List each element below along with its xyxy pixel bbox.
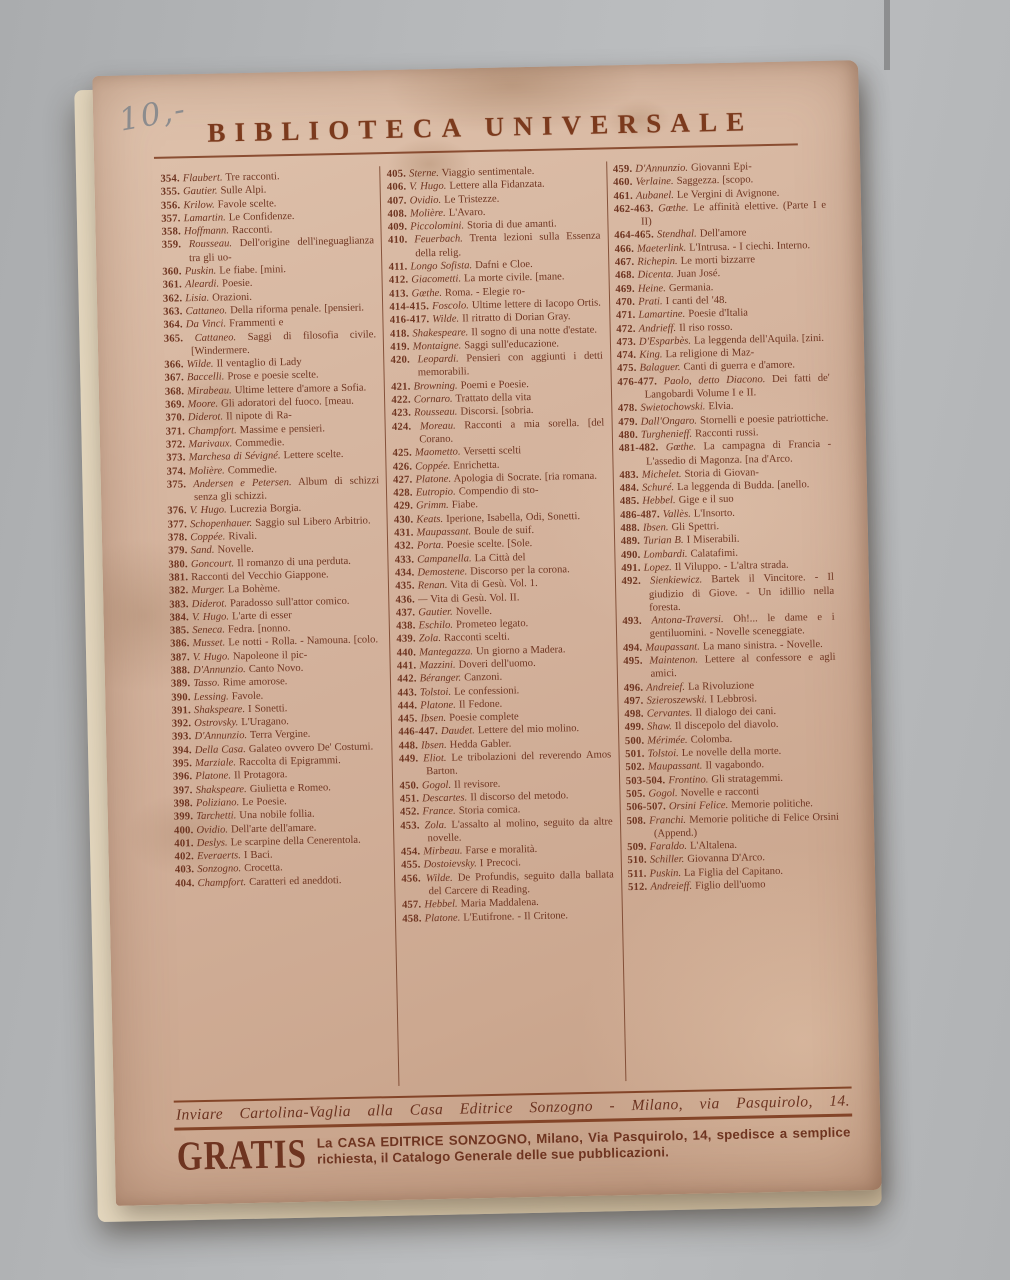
catalog-entry: 429. Grimm. Fiabe.: [393, 499, 479, 513]
catalog-entry: 402. Everaerts. I Baci.: [174, 849, 273, 863]
catalog-entry: 460. Verlaine. Saggezza. [scopo.: [613, 174, 754, 189]
catalog-entry: 378. Coppée. Rivali.: [167, 530, 258, 544]
catalog-entry: 494. Maupassant. La mano sinistra. - Novelle.: [622, 638, 823, 654]
catalog-entry: 499. Shaw. Il discepolo del diavolo.: [624, 719, 779, 734]
catalog-entry: 475. Balaguer. Canti di guerra e d'amore.: [617, 359, 796, 375]
catalog-entry: 411. Longo Sofista. Dafni e Cloe.: [388, 259, 533, 274]
catalog-entry: 453. Zola. L'assalto al molino, seguito da altre novelle.: [400, 815, 613, 845]
catalog-entry: 476-477. Paolo, detto Diacono. Dei fatti de' Langobardi Volume I e II.: [617, 372, 830, 401]
catalog-entry: 410. Feuerbach. Trenta lezioni sulla Essenza della relig.: [387, 231, 601, 260]
catalog-entry: 423. Rousseau. Discorsi. [sobria.: [391, 405, 534, 420]
catalog-entry: 370. Diderot. Il nipote di Ra-: [165, 410, 292, 425]
catalog-entry: 354. Flaubert. Tre racconti.: [160, 171, 280, 185]
catalog-entry: 400. Ovidio. Dell'arte dell'amare.: [173, 822, 317, 837]
catalog-entry: 448. Ibsen. Hedda Gabler.: [398, 738, 512, 752]
catalog-entry: 376. V. Hugo. Lucrezia Borgia.: [167, 503, 302, 518]
catalog-column-1: [154, 166, 399, 1091]
catalog-entry: 455. Dostoievsky. I Precoci.: [401, 857, 521, 872]
catalog-entry: 388. D'Annunzio. Canto Novo.: [170, 662, 304, 677]
catalog-entry: 421. Browning. Poemi e Poesie.: [391, 378, 529, 393]
catalog-entry: 377. Schopenhauer. Saggio sul Libero Arbitrio.: [167, 515, 371, 531]
catalog-entry: 510. Schiller. Giovanna D'Arco.: [627, 852, 766, 867]
catalog-entry: 403. Sonzogno. Crocetta.: [174, 862, 283, 877]
catalog-entry: 438. Eschilo. Prometeo legato.: [396, 618, 529, 632]
catalog-column-2: [380, 161, 626, 1086]
catalog-entry: 373. Marchesa di Sévigné. Lettere scelte.: [166, 449, 344, 464]
catalog-entry: 394. Della Casa. Galateo ovvero De' Costumi.: [172, 741, 374, 757]
catalog-entry: 459. D'Annunzio. Giovanni Epi-: [612, 161, 752, 176]
catalog-entry: 493. Antona-Traversi. Oh!... le dame e i gentiluomini. - Novelle sceneggiate.: [622, 611, 835, 640]
catalog-entry: 458. Platone. L'Eutifrone. - Il Critone.: [402, 909, 569, 925]
catalog-entry: 500. Mérimée. Colomba.: [624, 733, 733, 747]
catalog-entry: 407. Ovidio. Le Tristezze.: [387, 193, 500, 207]
catalog-entry: 467. Richepin. Le morti bizzarre: [614, 254, 756, 269]
footer: [174, 1086, 853, 1180]
gratis-text: La CASA EDITRICE SONZOGNO, Milano, Via Pasquirolo, 14, spedisce a semplice richiesta, il Catalogo Generale delle sue pubblicazioni.: [316, 1124, 851, 1167]
catalog-entry: 359. Rousseau. Dell'origine dell'ineguaglianza tra gli uo-: [161, 235, 375, 264]
catalog-entry: 379. Sand. Novelle.: [168, 544, 254, 557]
catalog-entry: 396. Platone. Il Protagora.: [172, 769, 288, 783]
catalog-columns: [154, 157, 851, 1091]
catalog-entry: 457. Hebbel. Maria Maddalena.: [401, 897, 539, 912]
catalog-entry: 413. Gœthe. Roma. - Elegie ro-: [389, 285, 526, 300]
catalog-entry: 512. Andreieff. Figlio dell'uomo: [627, 879, 766, 894]
catalog-entry: 395. Marziale. Raccolta di Epigrammi.: [172, 755, 341, 770]
catalog-entry: 425. Maometto. Versetti scelti: [392, 445, 522, 460]
catalog-entry: 471. Lamartine. Poesie d'Italia: [615, 307, 749, 322]
catalog-entry: 484. Schuré. La leggenda di Budda. [anello.: [619, 479, 810, 495]
catalog-entry: 451. Descartes. Il discorso del metodo.: [399, 790, 569, 805]
catalog-entry: 428. Eutropio. Compendio di sto-: [393, 485, 539, 500]
catalog-entry: 505. Gogol. Novelle e racconti: [625, 786, 760, 801]
catalog-entry: 408. Molière. L'Avaro.: [387, 206, 486, 220]
catalog-entry: 479. Dall'Ongaro. Stornelli e poesie patriottiche.: [618, 412, 829, 428]
catalog-entry: 503-504. Frontino. Gli stratagemmi.: [625, 772, 784, 787]
catalog-entry: 442. Béranger. Canzoni.: [397, 671, 503, 686]
catalog-entry: 362. Lisia. Orazioni.: [162, 291, 253, 305]
catalog-entry: 412. Giacometti. La morte civile. [mane.: [388, 271, 565, 287]
footer-mail-instruction: Inviare Cartolina-Vaglia alla Casa Editrice Sonzogno - Milano, via Pasquirolo, 14.: [175, 1092, 851, 1124]
catalog-entry: 468. Dicenta. Juan José.: [615, 268, 721, 282]
background-wall-mark: [884, 0, 890, 70]
catalog-entry: 369. Moore. Gli adoratori del fuoco. [meau.: [165, 395, 354, 411]
catalog-entry: 387. V. Hugo. Napoleone il pic-: [170, 649, 308, 664]
catalog-entry: 427. Platone. Apologia di Socrate. [ria romana.: [392, 470, 598, 486]
catalog-entry: 478. Swietochowski. Elvia.: [617, 401, 734, 415]
catalog-entry: 424. Moreau. Racconti a mia sorella. [del Corano.: [391, 417, 605, 446]
catalog-entry: 473. D'Esparbès. La leggenda dell'Aquila. [zini.: [616, 332, 825, 349]
catalog-column-3: [606, 157, 852, 1082]
catalog-entry: 380. Goncourt. Il romanzo di una perduta.: [168, 555, 351, 571]
page-title: BIBLIOTECA UNIVERSALE: [207, 106, 754, 148]
catalog-entry: 450. Gogol. Il revisore.: [399, 778, 501, 792]
catalog-entry: 485. Hebbel. Gige e il suo: [619, 494, 734, 508]
catalog-entry: 498. Cervantes. Il dialogo dei cani.: [624, 706, 777, 721]
catalog-entry: 371. Champfort. Massime e pensieri.: [165, 422, 326, 438]
catalog-entry: 426. Coppée. Enrichetta.: [392, 459, 500, 473]
catalog-entry: 399. Tarchetti. Una nobile follia.: [173, 808, 315, 823]
catalog-entry: 486-487. Vallès. L'Insorto.: [620, 507, 736, 521]
catalog-entry: 488. Ibsen. Gli Spettri.: [620, 521, 720, 535]
catalog-entry: 363. Cattaneo. Della riforma penale. [pensieri.: [163, 302, 365, 318]
catalog-entry: 497. Szieroszewski. I Lebbrosi.: [624, 693, 758, 708]
catalog-entry: 431. Maupassant. Boule de suif.: [394, 525, 535, 539]
catalog-entry: 405. Sterne. Viaggio sentimentale.: [386, 165, 535, 180]
catalog-entry: 355. Gautier. Sulle Alpi.: [160, 184, 267, 199]
catalog-entry: 416-417. Wilde. Il ritratto di Dorian Gray.: [389, 311, 571, 327]
catalog-entry: 444. Platone. Il Fedone.: [397, 698, 503, 712]
catalog-entry: 481-482. Gœthe. La campagna di Francia - L'assedio di Magonza. [na d'Arco.: [618, 438, 832, 468]
catalog-entry: 439. Zola. Racconti scelti.: [396, 631, 510, 646]
catalog-entry: 506-507. Orsini Felice. Memorie politiche.: [626, 798, 813, 814]
catalog-entry: 389. Tasso. Rime amorose.: [170, 676, 288, 690]
catalog-entry: 470. Prati. I canti del '48.: [615, 294, 728, 309]
catalog-entry: 406. V. Hugo. Lettere alla Fidanzata.: [386, 178, 545, 194]
catalog-entry: 440. Mantegazza. Un giorno a Madera.: [396, 644, 566, 659]
catalog-entry: 491. Lopez. Il Viluppo. - L'altra strada.: [621, 559, 789, 575]
catalog-entry: 364. Da Vinci. Frammenti e: [163, 317, 284, 331]
catalog-entry: 383. Diderot. Paradosso sull'attor comico.: [169, 595, 350, 611]
catalog-entry: 430. Keats. Iperione, Isabella, Odi, Sonetti.: [393, 510, 581, 526]
catalog-entry: 509. Faraldo. L'Altalena.: [627, 839, 738, 854]
catalog-entry: 462-463. Gœthe. Le affinità elettive. (Parte I e II): [613, 199, 827, 228]
catalog-entry: 445. Ibsen. Poesie complete: [398, 711, 519, 726]
catalog-entry: 502. Maupassant. Il vagabondo.: [625, 759, 765, 774]
catalog-entry: 358. Hoffmann. Racconti.: [161, 224, 273, 238]
catalog-entry: 386. Musset. Le notti - Rolla. - Namouna. [colo.: [170, 634, 379, 651]
gratis-label: GRATIS: [176, 1132, 308, 1180]
catalog-entry: 361. Aleardi. Poesie.: [162, 278, 253, 292]
catalog-entry: 454. Mirbeau. Farse e moralità.: [400, 844, 538, 858]
catalog-entry: 432. Porta. Poesie scelte. [Sole.: [394, 538, 533, 553]
catalog-entry: 393. D'Annunzio. Terra Vergine.: [172, 729, 311, 744]
catalog-entry: 489. Turian B. I Miserabili.: [620, 534, 740, 548]
catalog-entry: 433. Campanella. La Città del: [394, 551, 526, 566]
catalog-entry: 435. Renan. Vita di Gesù. Vol. 1.: [395, 578, 538, 593]
catalog-entry: 419. Montaigne. Saggi sull'educazione.: [390, 338, 560, 353]
catalog-entry: 366. Wilde. Il ventaglio di Lady: [164, 356, 302, 371]
catalog-entry: 461. Aubanel. Le Vergini di Avignone.: [613, 187, 780, 202]
catalog-entry: 456. Wilde. De Profundis, seguito dalla ballata del Carcere di Reading.: [401, 869, 614, 898]
catalog-entry: 365. Cattaneo. Saggi di filosofia civile. [Windermere.: [163, 328, 377, 357]
catalog-entry: 466. Maeterlink. L'Intrusa. - I ciechi. Interno.: [614, 239, 811, 256]
catalog-entry: 381. Racconti del Vecchio Giappone.: [168, 569, 329, 584]
catalog-entry: 374. Molière. Commedie.: [166, 463, 278, 478]
catalog-entry: 452. France. Storia comica.: [399, 804, 521, 819]
catalog-entry: 511. Puskin. La Figlia del Capitano.: [627, 865, 784, 880]
catalog-entry: 420. Leopardi. Pensieri con aggiunti i detti memorabili.: [390, 350, 603, 379]
catalog-entry: 443. Tolstoi. Le confessioni.: [397, 684, 520, 699]
catalog-entry: 437. Gautier. Novelle.: [395, 605, 493, 619]
catalog-entry: 414-415. Foscolo. Ultime lettere di Iacopo Ortis.: [389, 297, 602, 313]
catalog-entry: 385. Seneca. Fedra. [nonno.: [169, 623, 291, 637]
catalog-entry: 434. Demostene. Discorso per la corona.: [394, 564, 570, 579]
catalog-entry: 483. Michelet. Storia di Giovan-: [619, 467, 760, 482]
catalog-entry: 404. Champfort. Caratteri ed aneddoti.: [175, 874, 342, 890]
catalog-entry: 441. Mazzini. Doveri dell'uomo.: [396, 657, 536, 672]
catalog-entry: 375. Andersen e Petersen. Album di schizzi senza gli schizzi.: [166, 475, 380, 504]
catalog-entry: 382. Murger. La Bohème.: [168, 583, 281, 597]
catalog-entry: 508. Franchi. Memorie politiche di Felice Orsini (Append.): [626, 811, 840, 840]
catalog-entry: 422. Cornaro. Trattato della vita: [391, 392, 532, 406]
catalog-entry: 449. Eliot. Le tribolazioni del reverendo Amos Barton.: [398, 749, 612, 778]
catalog-entry: 367. Baccelli. Prose e poesie scelte.: [164, 369, 319, 385]
book-cover: [92, 60, 881, 1206]
catalog-entry: 446-447. Daudet. Lettere del mio molino.: [398, 723, 580, 739]
catalog-entry: 472. Andrieff. Il riso rosso.: [616, 321, 733, 335]
catalog-entry: 474. King. La religione di Maz-: [616, 347, 755, 362]
catalog-entry: 464-465. Stendhal. Dell'amore: [614, 227, 747, 242]
catalog-entry: 384. V. Hugo. L'arte di esser: [169, 609, 292, 624]
catalog-entry: 357. Lamartin. Le Confidenze.: [161, 210, 295, 225]
catalog-entry: 401. Deslys. Le scarpine della Cenerentola.: [174, 834, 361, 850]
catalog-entry: 495. Maintenon. Lettere al confessore e agli amici.: [623, 651, 836, 680]
catalog-entry: 368. Mirabeau. Ultime lettere d'amore a Sofia.: [164, 382, 367, 398]
catalog-entry: 492. Sienkiewicz. Bartek il Vincitore. - Il giudizio di Giove. - Un idillio nella foresta.: [621, 571, 835, 614]
catalog-entry: 469. Heine. Germania.: [615, 281, 714, 295]
catalog-entry: 372. Marivaux. Commedie.: [165, 437, 285, 451]
catalog-entry: 397. Shakspeare. Giulietta e Romeo.: [173, 781, 332, 797]
catalog-entry: 356. Krilow. Favole scelte.: [160, 197, 277, 212]
catalog-entry: 418. Shakespeare. Il sogno di una notte d'estate.: [389, 324, 598, 340]
catalog-entry: 501. Tolstoi. Le novelle della morte.: [625, 745, 782, 761]
catalog-entry: 392. Ostrovsky. L'Uragano.: [171, 716, 289, 730]
catalog-entry: 436. — Vita di Gesù. Vol. II.: [395, 591, 520, 606]
catalog-entry: 409. Piccolomini. Storia di due amanti.: [387, 218, 557, 234]
handwritten-price-note: 10,-: [116, 91, 190, 139]
catalog-entry: 490. Lombardi. Calatafimi.: [620, 547, 739, 561]
catalog-entry: 390. Lessing. Favole.: [171, 690, 264, 704]
catalog-entry: 360. Puskin. Le fiabe. [mini.: [162, 264, 287, 278]
catalog-entry: 398. Poliziano. Le Poesie.: [173, 796, 287, 810]
catalog-entry: 391. Shakspeare. I Sonetti.: [171, 703, 288, 717]
catalog-entry: 496. Andreief. La Rivoluzione: [623, 679, 755, 694]
catalog-entry: 480. Turghenieff. Racconti russi.: [618, 427, 759, 442]
